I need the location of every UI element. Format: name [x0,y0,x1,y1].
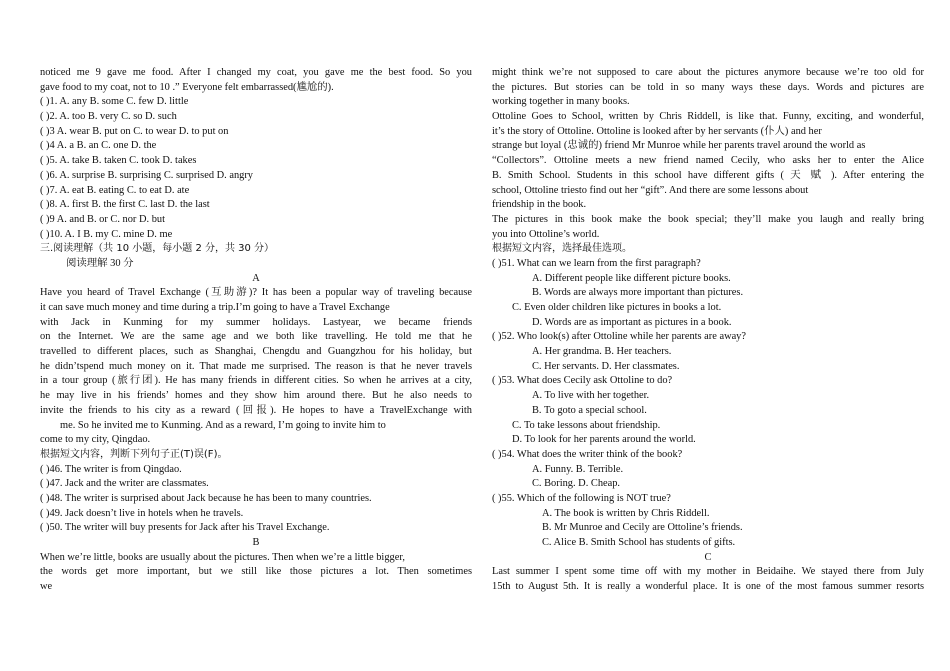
left-line-15: A [252,272,260,284]
left-line-6: ( )4 A. a B. an C. one D. the [40,140,157,152]
left-line-27: 根据短文内容，判断下列句子正(T)误(F)。 [40,448,228,460]
right-line-23: A. To live with her together. [532,390,650,402]
right-line-13: 根据短文内容，选择最佳选项。 [492,243,632,255]
left-line-10: ( )8. A. first B. the first C. last D. the last [40,199,210,211]
right-line-3: working together in many books. [492,96,630,108]
right-line-1: might think we’re not supposed to care about the pictures anymore because we’re too old for [492,67,924,78]
left-line-16: Have you heard of Travel Exchange (互助游)? It has been a popular way of traveling because [40,287,472,299]
right-column [492,66,924,595]
left-line-14: 阅读理解 30 分 [66,257,134,269]
left-column [40,66,472,595]
left-line-33: B [252,537,260,548]
right-line-4: Ottoline Goes to School, written by Chris Riddell, is like that. Funny, exciting, and wonderful, [492,111,924,123]
right-line-20: A. Her grandma. B. Her teachers. [532,346,672,358]
right-line-25: C. To take lessons about friendship. [512,419,661,431]
right-line-8: B. Smith School. Students in this school have different gifts ( 天 赋 ). After entering the [492,169,924,181]
left-line-32: ( )50. The writer will buy presents for Jack after his Travel Exchange. [40,522,330,534]
right-line-33: C. Alice B. Smith School has students of gifts. [542,537,736,548]
right-line-15: A. Different people like different picture books. [532,272,731,284]
left-line-11: ( )9 A. and B. or C. nor D. but [40,213,165,225]
left-line-22: in a tour group (旅行团). He has many friends in different cities. So when he arrives at a city, [40,375,472,387]
left-line-31: ( )49. Jack doesn’t live in hotels when he travels. [40,507,244,519]
left-line-17: it can save much money and time during a trip.I’m going to have a Travel Exchange [40,302,390,313]
left-line-19: on the Internet. We are the same age and we both like travelling. He told me that he [40,331,472,343]
left-line-26: come to my city, Qingdao. [40,434,151,446]
right-line-28: A. Funny. B. Terrible. [532,463,624,475]
left-line-25: me. So he invited me to Kunming. And as a reward, I’m going to invite him to [60,419,386,431]
right-line-32: B. Mr Munroe and Cecily are Ottoline’s friends. [542,522,743,534]
left-line-8: ( )6. A. surprise B. surprising C. surprised D. angry [40,169,253,181]
left-line-24: invite the friends to his city as a reward (回报). He hopes to have a TravelExchange with [40,404,472,416]
right-line-11: The pictures in this book make the book special; they’ll make you laugh and really bring [492,213,924,225]
left-line-36: we [40,581,53,593]
left-line-12: ( )10. A. I B. my C. mine D. me [40,228,173,240]
left-line-34: When we’re little, books are usually about the pictures. Then when we’re a little bigger, [40,551,405,563]
left-line-13: 三.阅读理解（共 10 小题，每小题 2 分，共 30 分） [40,243,275,255]
left-line-7: ( )5. A. take B. taken C. took D. takes [40,155,197,167]
right-line-5: it’s the story of Ottoline. Ottoline is looked after by her servants (仆人) and her [492,125,822,137]
left-line-1: noticed me 9 gave me food. After I changed my coat, you gave me the best food. So you [40,67,472,78]
left-line-18: with Jack in Kunming for my summer holidays. Lastyear, we became friends [40,316,472,328]
right-line-9: school, Ottoline triesto find out her “gift”. And there are some lessons about [492,184,809,196]
right-line-22: ( )53. What does Cecily ask Ottoline to do? [492,375,673,387]
right-line-30: ( )55. Which of the following is NOT true? [492,492,671,504]
right-line-18: D. Words are as important as pictures in a book. [532,316,732,328]
right-line-19: ( )52. Who look(s) after Ottoline while her parents are away? [492,331,746,343]
right-line-29: C. Boring. D. Cheap. [532,478,621,490]
right-line-35: Last summer I spent some time off with my mother in Beidaihe. We stayed there from July [492,566,924,578]
right-line-27: ( )54. What does the writer think of the book? [492,448,683,460]
left-line-29: ( )47. Jack and the writer are classmates. [40,478,209,490]
left-line-30: ( )48. The writer is surprised about Jack because he has been to many countries. [40,492,372,504]
left-line-35: the words get more important, but we still like those pictures a lot. Then sometimes [40,566,472,578]
right-line-14: ( )51. What can we learn from the first paragraph? [492,257,701,269]
left-line-28: ( )46. The writer is from Qingdao. [40,463,182,475]
left-line-21: he didn’tspend much money on it. That made me surprised. The reason is that he never travels [40,360,472,372]
left-line-2: gave food to my coat, not to 10 .” Everyone felt embarrassed(尴尬的). [40,81,334,93]
left-line-4: ( )2. A. too B. very C. so D. such [40,111,177,123]
right-line-16: B. Words are always more important than pictures. [532,287,744,299]
right-line-6: strange but loyal (忠诚的) friend Mr Munroe while her parents travel around the world as [492,140,866,152]
left-line-5: ( )3 A. wear B. put on C. to wear D. to put on [40,125,229,137]
right-line-2: the pictures. But stories can be told in so many ways these days. Words and pictures are [492,81,924,93]
right-line-34: C [704,551,712,563]
right-line-24: B. To goto a special school. [532,404,647,416]
right-line-7: “Collectors”. Ottoline meets a new friend named Cecily, who asks her to enter the Alice [492,155,924,167]
right-line-26: D. To look for her parents around the world. [512,434,696,446]
right-line-17: C. Even older children like pictures in books a lot. [512,302,722,313]
left-line-3: ( )1. A. any B. some C. few D. little [40,96,189,108]
right-line-12: you into Ottoline’s world. [492,228,600,240]
right-line-10: friendship in the book. [492,199,587,211]
left-line-20: travelled to different places, such as Shanghai, Chengdu and Guangzhou for his holiday, but [40,346,472,358]
right-line-31: A. The book is written by Chris Riddell. [542,507,710,519]
left-line-9: ( )7. A. eat B. eating C. to eat D. ate [40,184,190,196]
right-line-21: C. Her servants. D. Her classmates. [532,360,680,372]
left-line-23: he may live in his friends’ homes and they show him around there. But he also needs to [40,390,472,402]
right-line-36: 15th to August 5th. It is really a wonderful place. It is one of the most famous summer resorts [492,581,924,593]
